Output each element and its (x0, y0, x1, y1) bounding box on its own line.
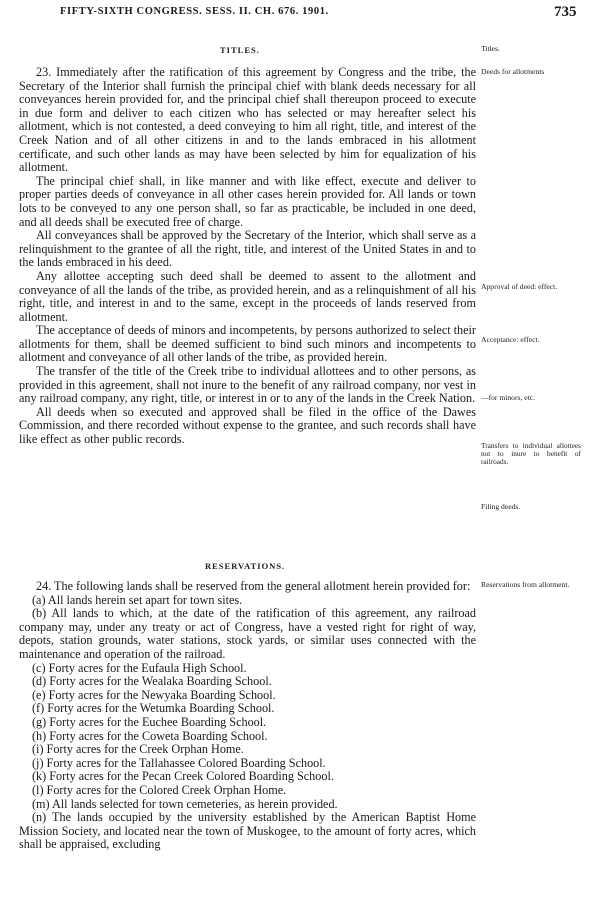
paragraph-24: 24. The following lands shall be reserved from the general allotment herein provided for: (36, 579, 471, 593)
paragraph-transfer-title: The transfer of the title of the Creek tribe to individual allottees and to other persons, as provided in this agreement, shall not inure to the benefit of any railroad company, nor vest in any railroad company, any right, title, or interest in or to any of the lands in the Creek Nation. (19, 364, 476, 406)
reservation-item-d: (d) Forty acres for the Wealaka Boarding School. (32, 674, 272, 689)
reservation-item-k: (k) Forty acres for the Pecan Creek Colored Boarding School. (32, 769, 334, 784)
side-note-acceptance: Acceptance: effect. (481, 335, 540, 344)
titles-body (19, 66, 476, 447)
side-note-reservations: Reservations from allotment. (481, 580, 570, 589)
paragraph-allottee-acceptance: Any allottee accepting such deed shall be deemed to assent to the allotment and conveyance of all the lands of the tribe, as provided herein, and as a relinquishment of all his right, title, and interest in and to the same, except in the proceeds of lands reserved from allotment. (19, 268, 476, 324)
paragraph-filing-deeds: All deeds when so executed and approved shall be filed in the office of the Dawes Commission, and there recorded without expense to the grantee, and such records shall have like effect as other public records. (19, 404, 476, 447)
side-note-minors: —for minors, etc. (481, 393, 535, 402)
reservation-item-n: (n) The lands occupied by the university established by the American Baptist Home Mission Society, and located near the town of Muskogee, to the amount of forty acres, which shall be appraised, excluding (19, 810, 476, 852)
paragraph-minors: The acceptance of deeds of minors and incompetents, by persons authorized to select their allotments for them, shall be deemed sufficient to bind such minors and incompetents to allotment and conveyance of all other lands of the tribe, as provided herein. (19, 323, 476, 365)
reservation-item-g: (g) Forty acres for the Euchee Boarding School. (32, 714, 267, 729)
reservation-item-c: (c) Forty acres for the Eufaula High School. (32, 660, 247, 675)
reservations-heading: RESERVATIONS. (205, 561, 286, 571)
page-number: 735 (554, 4, 577, 20)
reservations-body (19, 580, 476, 852)
reservation-item-h: (h) Forty acres for the Coweta Boarding School. (32, 728, 268, 743)
reservation-item-m: (m) All lands selected for town cemeteries, as herein provided. (32, 796, 338, 811)
side-note-transfers: Transfers to individual allottees not to inure to benefit of railroads. (481, 441, 581, 467)
side-note-deeds: Deeds for allotments (481, 67, 545, 76)
running-head: FIFTY-SIXTH CONGRESS. SESS. II. CH. 676. 1901. (60, 6, 329, 17)
reservation-item-e: (e) Forty acres for the Newyaka Boarding School. (32, 687, 276, 702)
reservation-item-l: (l) Forty acres for the Colored Creek Orphan Home. (32, 782, 287, 797)
titles-heading: TITLES. (220, 45, 260, 55)
paragraph-principal-chief: The principal chief shall, in like manner and with like effect, execute and deliver to proper parties deeds of conveyance in all other cases herein provided for. All lands or town lots to be conveyed to any one person shall, so far as practicable, be included in one deed, and all deeds shall be executed free of charge. (19, 173, 476, 229)
side-note-approval: Approval of deed: effect. (481, 282, 558, 291)
reservation-item-a: (a) All lands herein set apart for town sites. (32, 592, 243, 607)
paragraph-23: 23. Immediately after the ratification of this agreement by Congress and the tribe, the Secretary of the Interior shall furnish the principal chief with blank deeds necessary for all conveyances herein provided for, and the principal chief shall thereupon proceed to execute in due form and deliver to each citizen who has selected or may hereafter select his allotment, which is not contested, a deed conveying to him all right, title, and interest of the Creek Nation and of all other citizens in and to the lands embraced in his allotment certificate, and such other lands as may have been selected by him for equalization of his allotment. (19, 65, 476, 175)
side-note-filing: Filing deeds. (481, 502, 521, 511)
reservation-item-j: (j) Forty acres for the Tallahassee Colored Boarding School. (32, 755, 326, 770)
reservation-item-f: (f) Forty acres for the Wetumka Boarding School. (32, 701, 275, 716)
reservation-item-b: (b) All lands to which, at the date of the ratification of this agreement, any railroad company may, under any treaty or act of Congress, have a vested right for right of way, depots, station grounds, water stations, stock yards, or similar uses connected with the maintenance and operation of the railroad. (19, 606, 476, 661)
paragraph-conveyances-approval: All conveyances shall be approved by the Secretary of the Interior, which shall serve as a relinquishment to the grantee of all the right, title, and interest of the United States in and to the lands embraced in his deed. (19, 228, 476, 270)
reservation-item-i: (i) Forty acres for the Creek Orphan Home. (32, 742, 244, 757)
side-note-titles: Titles. (481, 44, 500, 53)
